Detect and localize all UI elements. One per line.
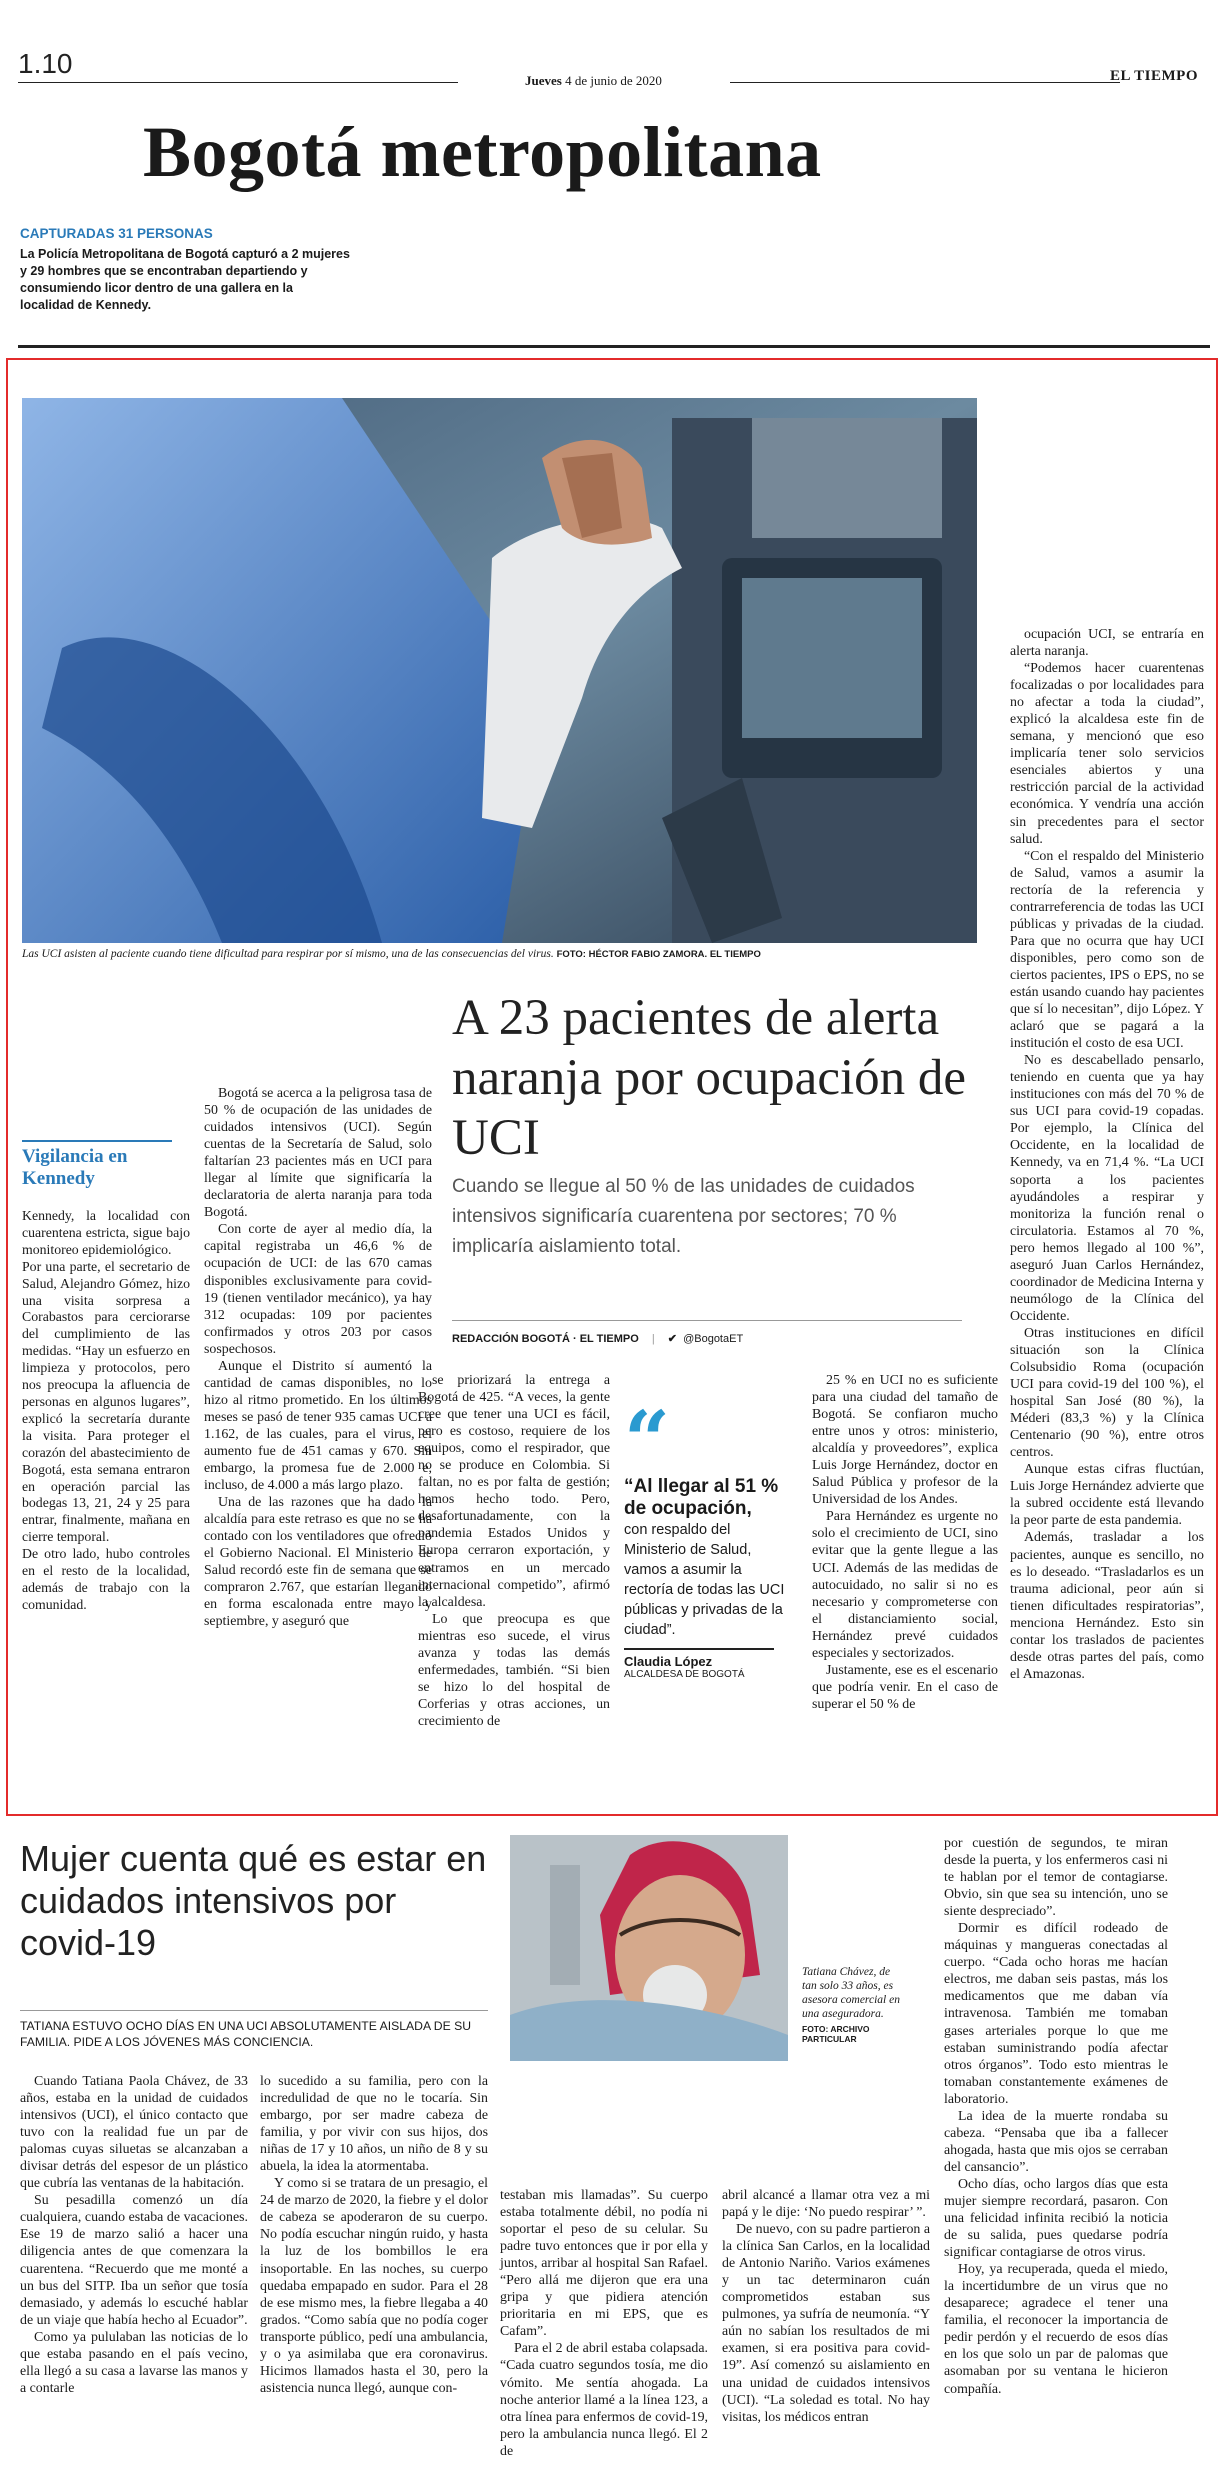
main-paragraph: Con corte de ayer al medio día, la capital registraba un 46,6 % de ocupación de UCI: de las 670 camas disponibles exclusivamente para covid-19 (tienen ventilador mecánico), ya hay 312 ocupadas: 109 por pacientes confirmados y otros 203 por casos sospechosos. (204, 1222, 432, 1357)
second-paragraph: por cuestión de segundos, te miran desde la puerta, y los enfermeros casi ni te hablan por el temor de contagiarse. Obvio, sin que sea su intención, uno se siente despreciado”. (944, 1836, 1168, 1920)
sidebar-title: Vigilancia en Kennedy (22, 1146, 128, 1189)
sidebar-paragraph: De otro lado, hubo controles en el resto de la localidad, además de trabajo con la comunidad. (22, 1546, 190, 1612)
photo-caption-text: Las UCI asisten al paciente cuando tiene dificultad para respirar por sí mismo, una de las consecuencias del virus. (22, 948, 554, 960)
main-paragraph: Lo que preocupa es que mientras eso sucede, el virus avanza y todas las demás enfermedades, también. “Si bien se hizo lo del hospital de Corferias y otras acciones, un crecimiento de (418, 1611, 610, 1729)
brand-logo: EL TIEMPO (1110, 68, 1198, 84)
second-paragraph: abril alcancé a llamar otra vez a mi papá y le dije: ‘No puedo respirar’ ”. (722, 2188, 930, 2221)
tatiana-photo (510, 1835, 788, 2061)
main-paragraph: Además, trasladar a los pacientes, aunque es sencillo, no es lo deseado. “Trasladarlos es un trauma adicional, peor aún si tienen dificultades respiratorias”, menciona Hernández. Esto sin contar los traslados de pacientes desde otras partes del país, como el Amazonas. (1010, 1530, 1204, 1682)
second-paragraph: Hoy, ya recuperada, queda el miedo, la incertidumbre de un virus que no desaparece; agradece el tener una familia, el reconocer la importancia de pedir perdón y el recuerdo de esos días en los que solo un par de palomas que asomaban por su ventana le hicieron compañía. (944, 2262, 1168, 2397)
main-paragraph: ocupación UCI, se entraría en alerta naranja. (1010, 627, 1204, 660)
tatiana-caption (802, 1965, 902, 2044)
issue-date-day: Jueves (525, 73, 562, 88)
second-paragraph: Cuando Tatiana Paola Chávez, de 33 años, estaba en la unidad de cuidados intensivos (UCI), el único contacto que tuvo con la realidad fue un par de palomas cuyas siluetas se alcanzaban a divisar detrás del espesor de un plástico que cubría las ventanas de la habitación. (20, 2074, 248, 2192)
section-divider (18, 345, 1210, 348)
byline-sep: | (651, 1333, 655, 1345)
issue-date-rest: 4 de junio de 2020 (565, 73, 662, 88)
second-summary: TATIANA ESTUVO OCHO DÍAS EN UNA UCI ABSOLUTAMENTE AISLADA DE SU FAMILIA. PIDE A LOS JÓVENES MÁS CONCIENCIA. (20, 2019, 472, 2049)
main-column-4 (1010, 626, 1204, 1683)
main-column-3 (812, 1372, 998, 1713)
uci-photo (22, 398, 977, 943)
page-number: 1.10 (18, 48, 73, 79)
second-paragraph: La idea de la muerte rondaba su cabeza. “Pensaba que iba a fallecer ahogada, hasta que mis ojos se cerraban del cansancio”. (944, 2108, 1168, 2175)
byline (452, 1332, 743, 1345)
uci-photo-graphic (22, 398, 977, 943)
main-paragraph: “Podemos hacer cuarentenas focalizadas o por localidades para no afectar a toda la ciudad”, explicó la alcaldesa este fin de semana, y mencionó que eso implicaría tener solo servicios esenciales abiertos y una restricción parcial de la actividad económica. Y vendría una acción sin precedentes para el sector salud. (1010, 661, 1204, 847)
summary-rule (20, 2010, 488, 2011)
second-paragraph: De nuevo, con su padre partieron a la clínica San Carlos, en la localidad de Antonio Nariño. Varios exámenes y un tac determinaron cuán comprometidos estaban sus pulmones, ya sufría de neumonía. “Y aún no sabían los resultados de mi examen, si era positiva para covid-19”. Así comenzó su aislamiento en una unidad de cuidados intensivos (UCI). “La soledad es total. No hay visitas, los médicos entran (722, 2222, 931, 2425)
second-paragraph: Para el 2 de abril estaba colapsada. “Cada cuatro segundos tosía, me dio vómito. Me sentía ahogada. La noche anterior llamé a la línea 123, a otra línea para enfermos de covid-19, pero la ambulancia nunca llegó. El 2 de (500, 2341, 708, 2459)
main-paragraph: Justamente, ese es el escenario que podría venir. En el caso de superar el 50 % de (812, 1662, 998, 1712)
second-column-2 (260, 2073, 488, 2397)
main-paragraph: Bogotá se acerca a la peligrosa tasa de 50 % de ocupación de las unidades de cuidados intensivos (UCI). Según cuentas de la Secretaría de Salud, solo faltarían 23 pacientes más en UCI para llegar al límite que significaría la declaratoria de alerta naranja para toda Bogotá. (204, 1086, 432, 1221)
sidebar-text (22, 1208, 190, 1614)
main-paragraph: Aunque el Distrito sí aumentó la cantidad de camas disponibles, no lo hizo al ritmo prometido. En los últimos meses se pasó de tener 935 camas UCI a 1.162, de las cuales, para el virus, el aumento fue de 451 camas y 670. Sin embargo, la promesa fue de 2.000 e, incluso, de 4.000 a más largo plazo. (204, 1358, 432, 1494)
photo-caption (22, 948, 977, 960)
header-rule-right (730, 82, 1120, 83)
brief-text: La Policía Metropolitana de Bogotá capturó a 2 mujeres y 29 hombres que se encontraban departiendo y consumiendo licor dentro de una gallera en la localidad de Kennedy. (20, 247, 350, 312)
quote-lead: “Al llegar al 51 % de ocupación, (624, 1476, 779, 1519)
second-paragraph: Ocho días, ocho largos días que esta mujer siempre recordará, pasaron. Con una felicidad infinita recibió la noticia de su salida, pues quedarse podría significar contagiarse de otros virus. (944, 2176, 1168, 2261)
second-paragraph: lo sucedido a su familia, pero con la incredulidad de que no le tocaría. Sin embargo, por ser madre cabeza de familia, y por vivir con sus hijos, dos niñas de 17 y 10 años, un niño de 8 y su abuela, la idea la atormentaba. (260, 2074, 488, 2175)
main-paragraph: Para Hernández es urgente no solo el crecimiento de UCI, sino evitar que la gente llegue a las UCI. Además de las medidas de autocuidado, no salir si no es necesario y comprometerse con el distanciamiento social, Hernández prevé cuidados especiales y sectorizados. (812, 1509, 998, 1661)
issue-date (525, 73, 662, 89)
sidebar-rule (22, 1140, 172, 1142)
main-headline: A 23 pacientes de alerta naranja por ocupación de UCI (452, 990, 967, 1166)
second-paragraph: Dormir es difícil rodeado de máquinas y mangueras conectadas al cuerpo. “Cada ocho horas me hacían electros, me daban seis pastas, más los medicamentos que me daban vía intravenosa. También me tomaban gases arteriales porque lo que me estaban suministrando podía afectar otros órganos”. Todo esto mientras le tomaban constantemente exámenes de laboratorio. (944, 1921, 1168, 2107)
second-headline: Mujer cuenta qué es estar en cuidados intensivos por covid-19 (20, 1838, 487, 1963)
second-paragraph: Su pesadilla comenzó un día cualquiera, cuando estaba de vacaciones. Ese 19 de marzo salió a hacer una diligencia antes de que comenzara la cuarentena. “Recuerdo que me monté a un bus del SITP. Iba un señor que tosía demasiado, y además lo escuché hablar de un viaje que había hecho al Ecuador”. (20, 2193, 248, 2328)
second-column-1 (20, 2073, 248, 2397)
quote-mark-icon: “ (624, 1393, 671, 1487)
byline-rule (452, 1320, 962, 1321)
pull-quote (624, 1393, 794, 1680)
main-paragraph: Una de las razones que ha dado la alcaldía para este retraso es que no se ha contado con los ventiladores que ofreció el Gobierno Nacional. El Ministerio de Salud recordó este fin de semana que se compraron 2.767, que estarían llegando en forma escalonada entre mayo y septiembre, y aseguró que (204, 1495, 432, 1630)
second-paragraph: Y como si se tratara de un presagio, el 24 de marzo de 2020, la fiebre y el dolor de cabeza se apoderaron de su cuerpo. No podía escuchar ningún ruido, y hasta la luz de los bombillos le era insoportable. En las noches, su cuerpo quedaba empapado en sudor. Para el 28 de ese mismo mes, la fiebre llegaba a 40 grados. “Como sabía que no podía coger transporte público, pedí una ambulancia, y o ya asimilaba que era coronavirus. Hicimos llamados hasta el 30, pero la asistencia nunca llegó, aunque con- (260, 2176, 488, 2396)
section-title: Bogotá metropolitana (143, 112, 822, 192)
sidebar-paragraph: Por una parte, el secretario de Salud, Alejandro Gómez, hizo una visita sorpresa a Corabastos para cerciorarse del cumplimiento de las medidas. “Hay un esfuerzo en limpieza y protocolos, pero nos preocupa la afluencia de personas en algunos lugares”, explicó la secretaría durante la visita. Para proteger el corazón del abastecimiento de Bogotá, esta semana entraron en operación parcial las bodegas 13, 21, 24 y 25 para entrar, finalmente, mañana en cierre temporal. (22, 1258, 190, 1545)
byline-author: REDACCIÓN BOGOTÁ · EL TIEMPO (452, 1333, 639, 1345)
twitter-icon: ✔ (667, 1333, 678, 1345)
main-deck: Cuando se llegue al 50 % de las unidades de cuidados intensivos significaría cuarentena por sectores; 70 % implicaría aislamiento total. (452, 1176, 915, 1257)
header-rule-left (18, 82, 458, 83)
main-paragraph: Otras instituciones en difícil situación son la Clínica Colsubsidio Roma (ocupación UCI para covid-19 del 100 %), el hospital San José (80 %), la Méderi (83,3 %) y la Clínica Centenario (90 %), entre otros centros. (1010, 1325, 1204, 1461)
second-paragraph: testaban mis llamadas”. Su cuerpo estaba totalmente débil, no podía ni soportar el peso de su celular. Su padre tuvo entonces que ir por ella y juntos, arribar al hospital San Rafael. “Pero allá me dijeron que era una gripa y que pidiera atención prioritaria en mi EPS, que es Cafam”. (500, 2188, 708, 2340)
second-column-4 (722, 2187, 930, 2426)
main-paragraph: No es descabellado pensarlo, teniendo en cuenta que ya hay instituciones con más del 70 % de sus UCI para covid-19 copadas. Por ejemplo, la Clínica del Occidente, en la localidad de Kennedy, va en 71,4 %. “La UCI soporta a los pacientes ayudándoles a respirar y monitoriza la función renal o circulatoria. Estamos al 70 %, pero hemos llegado al 100 %”, aseguró Juan Carlos Hernández, coordinador de Medicina Interna y neumólogo de la Clínica del Occidente. (1010, 1053, 1204, 1324)
sidebar-paragraph: Kennedy, la localidad con cuarentena estricta, sigue bajo monitoreo epidemiológico. (22, 1208, 190, 1257)
main-column-1 (204, 1085, 432, 1631)
tatiana-caption-text: Tatiana Chávez, de tan solo 33 años, es asesora comercial en una aseguradora. (802, 1966, 900, 2020)
brief-kicker: CAPTURADAS 31 PERSONAS (20, 226, 213, 241)
main-paragraph: 25 % en UCI no es suficiente para una ciudad del tamaño de Bogotá. Se confiaron mucho entre unos y otros: ministerio, alcaldía y proveedores”, explica Luis Jorge Hernández, doctor en Salud Pública y profesor de la Universidad de los Andes. (812, 1373, 998, 1508)
second-paragraph: Como ya pululaban las noticias de lo que estaba pasando en el país vecino, ella llegó a su casa a lavarse las manos y a contarle (20, 2329, 248, 2396)
main-paragraph: se priorizará la entrega a Bogotá de 425. “A veces, la gente cree que tener una UCI es fácil, pero es costoso, requiere de los equipos, como el respirador, que no se produce en Colombia. Si faltan, no es por falta de gestión; hemos hecho todo. Pero, desafortunadamente, con la pandemia Estados Unidos y Europa cerraron exportación, y entramos en un mercado internacional competido”, afirmó la alcaldesa. (418, 1373, 610, 1610)
quote-author: Claudia López (624, 1654, 713, 1669)
main-column-2 (418, 1372, 610, 1730)
second-column-5 (944, 1835, 1168, 2398)
quote-role: ALCALDESA DE BOGOTÁ (624, 1669, 745, 1680)
twitter-handle[interactable]: @BogotaET (683, 1333, 744, 1345)
main-paragraph: “Con el respaldo del Ministerio de Salud, vamos a asumir la rectoría de la referencia y contrarreferencia de todas las UCI públicas y privadas de la ciudad. Para que no ocurra que hay UCI disponibles, pero como son de ciertos pacientes, IPS o EPS, no se están usando cuando hay pacientes que sí lo necesitan”, dijo López. Y aclaró que se pagará a la institución el costo de esa UCI. (1010, 848, 1204, 1052)
tatiana-photo-graphic (510, 1835, 788, 2061)
photo-credit: FOTO: HÉCTOR FABIO ZAMORA. EL TIEMPO (556, 949, 761, 960)
second-column-3 (500, 2187, 708, 2460)
quote-rest: con respaldo del Ministerio de Salud, vamos a asumir la rectoría de todas las UCI públicas y privadas de la ciudad”. (624, 1522, 785, 1638)
tatiana-photo-credit: FOTO: ARCHIVO PARTICULAR (802, 2024, 870, 2044)
main-paragraph: Aunque estas cifras fluctúan, Luis Jorge Hernández advierte que la subred occidente está llevando la peor parte de esta pandemia. (1010, 1462, 1204, 1529)
